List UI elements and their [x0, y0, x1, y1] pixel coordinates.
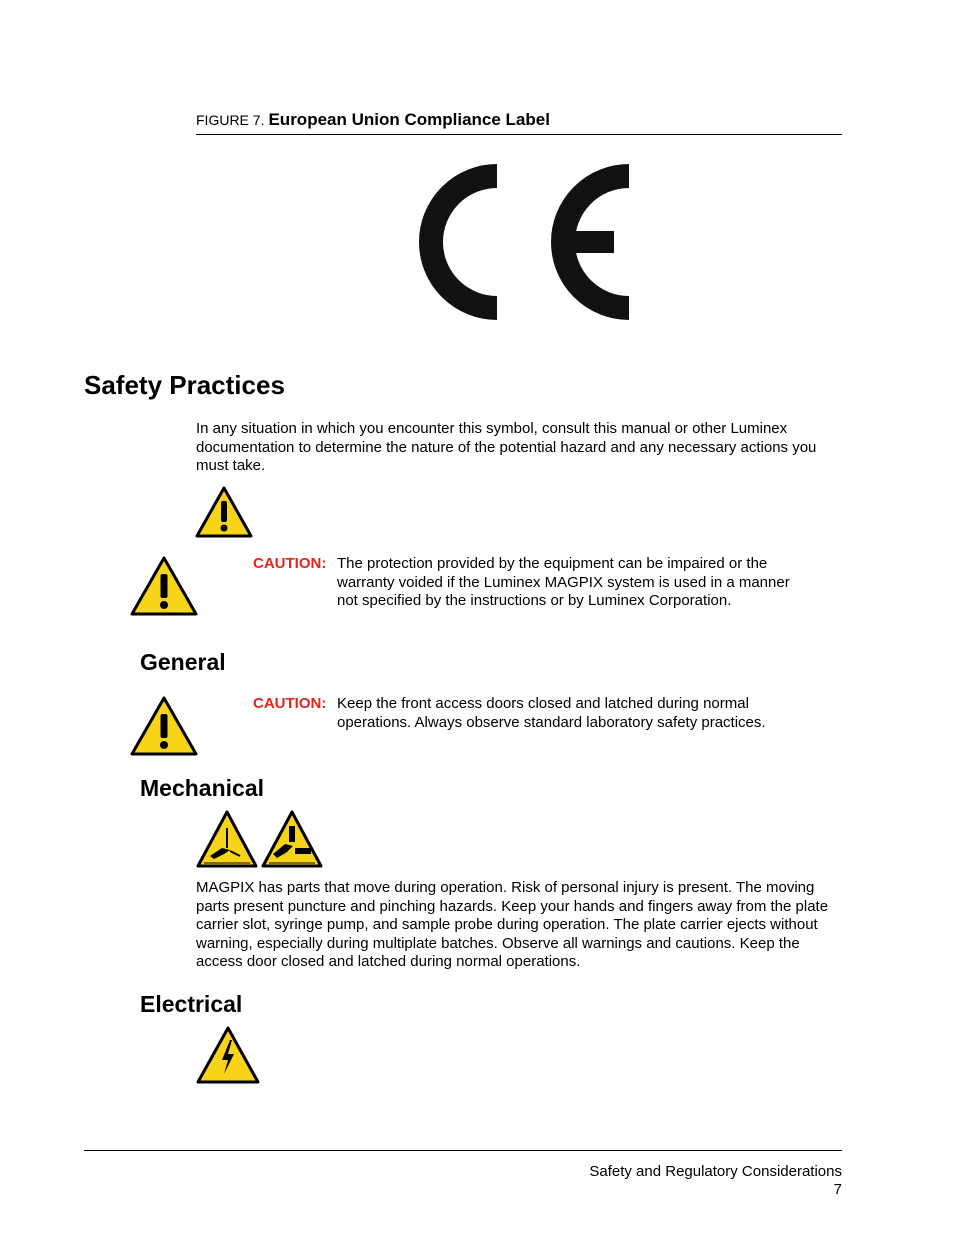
page-number: 7	[833, 1181, 842, 1198]
figure-title: European Union Compliance Label	[268, 110, 550, 129]
electrical-heading: Electrical	[140, 991, 243, 1017]
puncture-hazard-icon	[196, 810, 258, 868]
safety-practices-heading: Safety Practices	[84, 370, 285, 400]
electrical-hazard-icon	[196, 1026, 260, 1084]
caution-label: CAUTION:	[253, 695, 327, 712]
caution-text: The protection provided by the equipment can be impaired or the warranty voided if the Luminex MAGPIX system is used in a manner not specified by the instructions or by Luminex Corporation.	[337, 555, 790, 609]
caution-text: Keep the front access doors closed and latched during normal operations. Always observe standard laboratory safety practices.	[337, 695, 766, 731]
general-heading: General	[140, 649, 226, 675]
page-footer	[589, 1163, 842, 1199]
caution-label: CAUTION:	[253, 555, 327, 572]
figure-number: FIGURE 7.	[196, 112, 265, 128]
caution-warning-icon	[130, 556, 198, 616]
ce-mark-logo	[404, 160, 634, 330]
footer-rule	[84, 1150, 842, 1151]
caution-warning-icon	[130, 696, 198, 756]
pinch-hazard-icon	[261, 810, 323, 868]
mechanical-heading: Mechanical	[140, 775, 264, 801]
warning-triangle-icon	[195, 486, 253, 538]
safety-intro-text: In any situation in which you encounter this symbol, consult this manual or other Luminex documentation to determine the nature of the potential hazard and any necessary actions you must take.	[196, 420, 817, 474]
figure-caption	[196, 110, 842, 135]
footer-section-title: Safety and Regulatory Considerations	[589, 1163, 842, 1180]
mechanical-body-text: MAGPIX has parts that move during operation. Risk of personal injury is present. The moving parts present puncture and pinching hazards. Keep your hands and fingers away from the plate carrier slot, syringe pump, and sample probe during operation. The plate carrier ejects without warning, especially during multiplate batches. Observe all warnings and cautions. Keep the access door closed and latched during normal operations.	[196, 879, 829, 970]
